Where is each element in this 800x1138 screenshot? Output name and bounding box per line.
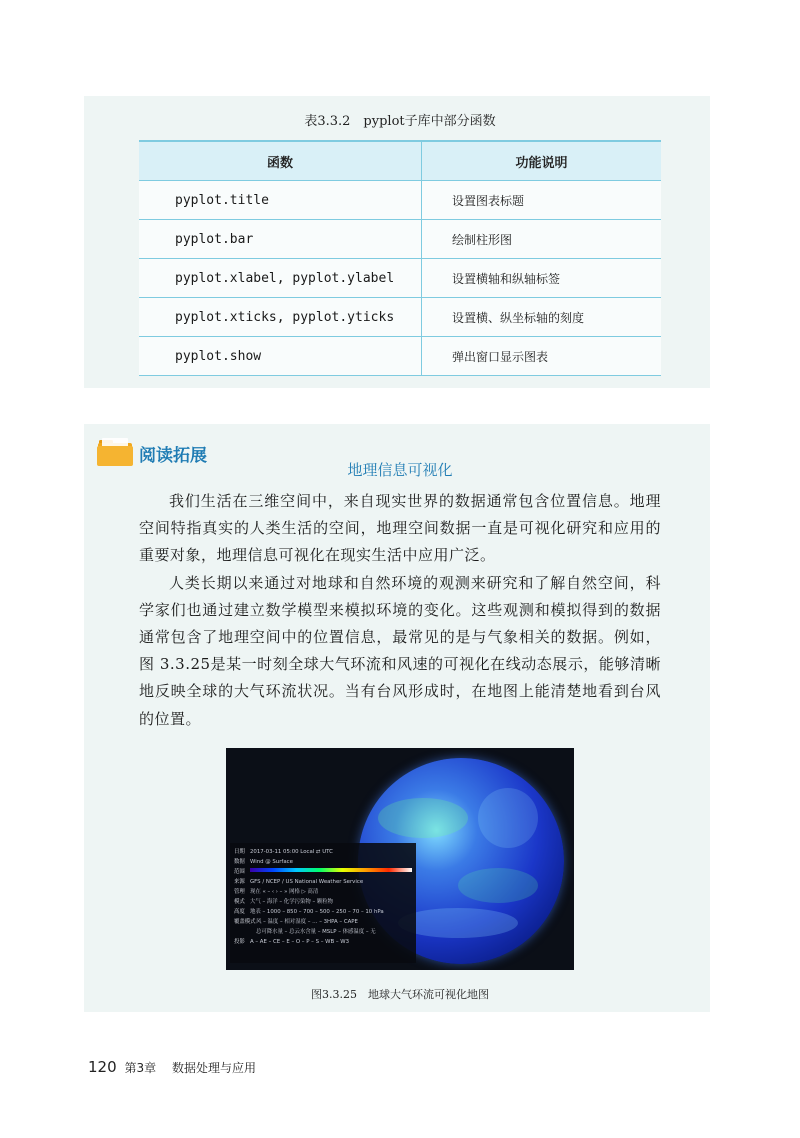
table-caption: 表3.3.2 pyplot子库中部分函数 xyxy=(304,114,496,129)
reading-label: 阅读拓展 xyxy=(139,446,207,466)
header-description: 功能说明 xyxy=(422,141,662,181)
chapter-number: 第3章 xyxy=(124,1061,157,1075)
figure-caption: 图3.3.25 地球大气环流可视化地图 xyxy=(311,988,489,1001)
table-header-row xyxy=(139,141,661,181)
function-name: pyplot.bar xyxy=(139,220,422,259)
function-name: pyplot.xlabel, pyplot.ylabel xyxy=(139,259,422,298)
wind-map-figure xyxy=(226,748,574,970)
page-footer xyxy=(88,1058,256,1076)
table-row xyxy=(139,337,661,376)
function-name: pyplot.show xyxy=(139,337,422,376)
map-info-panel xyxy=(230,843,416,963)
info-row: 高度 地表 – 1000 – 850 – 700 – 500 – 250 – 70 – 10 hPa xyxy=(234,909,384,915)
color-scale xyxy=(250,868,412,872)
function-description: 绘制柱形图 xyxy=(422,220,662,259)
info-row: 来源 GFS / NCEP / US National Weather Service xyxy=(234,879,364,885)
paragraph: 人类长期以来通过对地球和自然环境的观测来研究和了解自然空间，科学家们也通过建立数学模型来模拟环境的变化。这些观测和模拟得到的数据通常包含了地理空间中的位置信息，最常见的是与气象相关的数据。例如，图 3.3.25是某一时刻全球大气环流和风速的可视化在线动态展示，能够清晰地反映全球的大气环流状况。当有台风形成时，在地图上能清楚地看到台风的位置。 xyxy=(139,573,661,728)
info-row: 总可降水量 – 总云水含量 – MSLP – 体感温度 – 无 xyxy=(256,929,376,935)
function-description: 设置图表标题 xyxy=(422,181,662,220)
info-row: 日期 2017-03-11 05:00 Local ⇄ UTC xyxy=(234,849,333,855)
info-row: 模式 大气 – 海洋 – 化学污染物 – 颗粒物 xyxy=(234,899,334,905)
info-row: 覆盖模式风 – 温度 – 相对湿度 – … – 3HPA – CAPE xyxy=(234,919,358,925)
table-row xyxy=(139,298,661,337)
table-row xyxy=(139,259,661,298)
section-title: 地理信息可视化 xyxy=(347,461,453,479)
page-number: 120 xyxy=(88,1058,117,1076)
info-row: 管理 现在 « – ‹ › – » 网格 ▷ 高清 xyxy=(234,889,319,895)
header-function: 函数 xyxy=(139,141,422,181)
function-description: 弹出窗口显示图表 xyxy=(422,337,662,376)
chapter-title: 数据处理与应用 xyxy=(171,1061,256,1075)
function-description: 设置横、纵坐标轴的刻度 xyxy=(422,298,662,337)
function-name: pyplot.xticks, pyplot.yticks xyxy=(139,298,422,337)
function-table xyxy=(139,140,661,376)
info-row: 数据 Wind @ Surface xyxy=(234,859,293,865)
info-row: 投影 A – AE – CE – E – O – P – S – WB – W3 xyxy=(234,939,350,945)
table-row xyxy=(139,220,661,259)
reading-body xyxy=(139,488,661,733)
info-row: 范围 xyxy=(234,869,245,875)
function-name: pyplot.title xyxy=(139,181,422,220)
function-description: 设置横轴和纵轴标签 xyxy=(422,259,662,298)
paragraph: 我们生活在三维空间中，来自现实世界的数据通常包含位置信息。地理空间特指真实的人类生活的空间，地理空间数据一直是可视化研究和应用的重要对象，地理信息可视化在现实生活中应用广泛。 xyxy=(139,492,661,565)
table-row xyxy=(139,181,661,220)
